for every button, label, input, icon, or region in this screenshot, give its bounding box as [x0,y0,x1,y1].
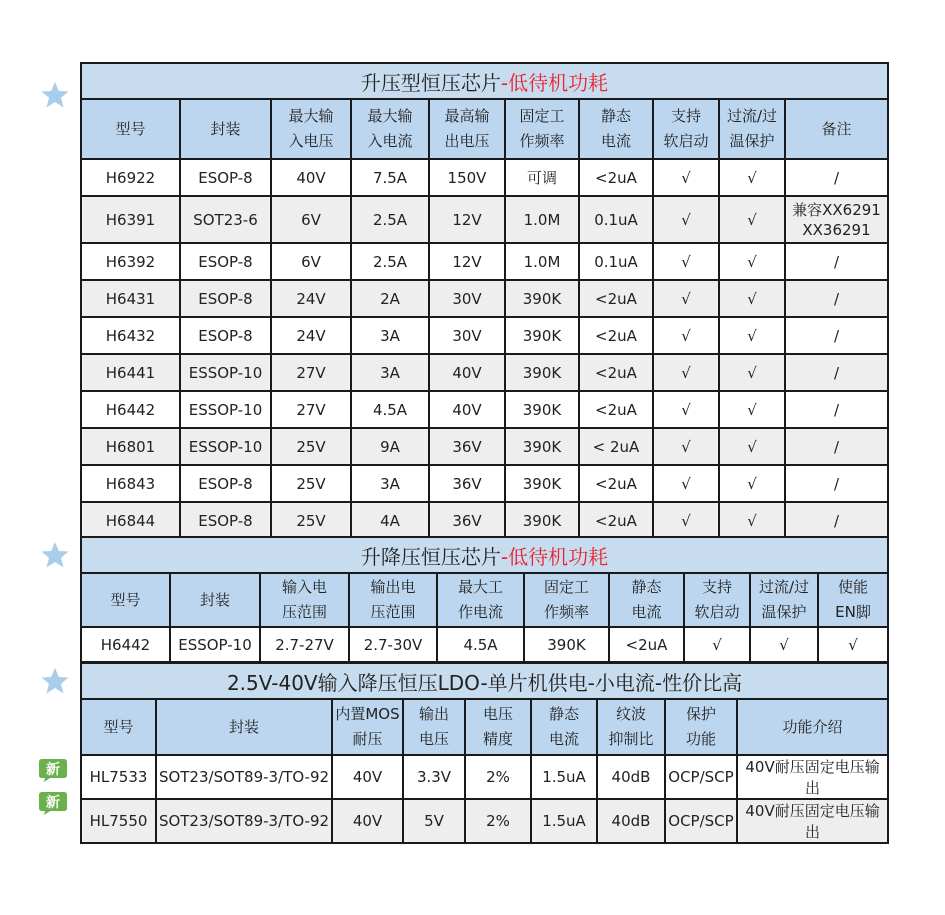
table-cell: 36V [429,428,505,465]
boost-col-header: 固定工 作频率 [505,99,579,159]
table-cell: SOT23/SOT89-3/TO-92 [156,799,332,843]
buckboost-col-header: 最大工 作电流 [437,573,524,627]
boost-col-header: 最高输 出电压 [429,99,505,159]
table-cell: 1.0M [505,243,579,280]
table-cell: 40V [332,799,403,843]
buckboost-table [80,536,889,663]
table-cell: √ [653,243,719,280]
table-row [81,159,888,196]
table-cell: √ [653,196,719,243]
table-cell: √ [719,280,785,317]
table-cell: √ [653,465,719,502]
buckboost-col-header: 过流/过 温保护 [750,573,818,627]
table-cell: <2uA [579,159,653,196]
buckboost-col-header: 型号 [81,573,170,627]
new-badge-label: 新 [46,762,60,778]
table-cell: H6432 [81,317,180,354]
table-cell: / [785,317,888,354]
table-cell: ESSOP-10 [180,391,271,428]
buckboost-title-main: 升降压恒压芯片 [360,544,501,569]
table-cell: √ [653,354,719,391]
ldo-col-header: 电压 精度 [465,699,531,755]
table-cell: H6441 [81,354,180,391]
ldo-col-header: 封装 [156,699,332,755]
table-cell: 5V [403,799,465,843]
table-cell: ESOP-8 [180,465,271,502]
ldo-header-row [81,699,888,755]
table-row [81,391,888,428]
table-cell: / [785,502,888,539]
table-cell: / [785,159,888,196]
table-cell: OCP/SCP [665,755,737,799]
table-cell: ESOP-8 [180,502,271,539]
ldo-col-header: 保护 功能 [665,699,737,755]
table-row [81,627,888,662]
table-cell: H6442 [81,391,180,428]
table-cell: 40V [332,755,403,799]
table-cell: 1.5uA [531,755,597,799]
table-cell: √ [653,502,719,539]
buckboost-col-header: 固定工 作频率 [524,573,609,627]
table-cell: H6392 [81,243,180,280]
new-badge-icon [38,757,68,783]
table-cell: <2uA [579,391,653,428]
table-cell: 3A [351,317,429,354]
table-cell: / [785,280,888,317]
table-cell: HL7533 [81,755,156,799]
new-badge-label: 新 [46,795,60,811]
ldo-table-title [81,663,888,699]
buckboost-section [80,536,887,663]
table-cell: SOT23/SOT89-3/TO-92 [156,755,332,799]
table-cell: 40dB [597,755,665,799]
table-row [81,465,888,502]
table-cell: √ [719,317,785,354]
table-cell: / [785,428,888,465]
table-cell: √ [719,354,785,391]
buckboost-col-header: 使能 EN脚 [818,573,888,627]
boost-section [80,62,887,540]
star-icon [40,540,70,570]
table-cell: √ [684,627,750,662]
table-cell: 390K [505,502,579,539]
table-cell: √ [653,317,719,354]
buckboost-header-row [81,573,888,627]
table-cell: 27V [271,391,351,428]
table-cell: H6801 [81,428,180,465]
boost-col-header: 型号 [81,99,180,159]
table-cell: 390K [505,428,579,465]
ldo-col-header: 内置MOS 耐压 [332,699,403,755]
table-cell: 12V [429,243,505,280]
table-cell: √ [719,391,785,428]
table-cell: 1.5uA [531,799,597,843]
table-cell: 40dB [597,799,665,843]
table-cell: <2uA [579,317,653,354]
buckboost-title-accent: -低待机功耗 [500,544,609,569]
table-cell: 390K [505,317,579,354]
table-row [81,799,888,843]
ldo-col-header: 型号 [81,699,156,755]
table-cell: 1.0M [505,196,579,243]
table-row [81,502,888,539]
table-cell: OCP/SCP [665,799,737,843]
table-cell: 2.7-27V [260,627,349,662]
table-cell: √ [653,391,719,428]
table-cell: 3.3V [403,755,465,799]
table-cell: √ [653,159,719,196]
table-cell: 150V [429,159,505,196]
table-cell: <2uA [579,280,653,317]
table-cell: < 2uA [579,428,653,465]
boost-header-row [81,99,888,159]
table-cell: √ [719,159,785,196]
table-cell: 0.1uA [579,243,653,280]
table-cell: 2A [351,280,429,317]
table-cell: <2uA [579,354,653,391]
table-cell: √ [818,627,888,662]
boost-title-accent: -低待机功耗 [500,70,609,95]
table-cell: √ [719,465,785,502]
ldo-col-header: 输出 电压 [403,699,465,755]
table-cell: 6V [271,196,351,243]
table-cell: H6844 [81,502,180,539]
table-cell: √ [719,502,785,539]
table-cell: 36V [429,465,505,502]
table-cell: ESOP-8 [180,317,271,354]
table-cell: √ [719,243,785,280]
table-cell: 4.5A [437,627,524,662]
table-cell: H6922 [81,159,180,196]
ldo-col-header: 静态 电流 [531,699,597,755]
table-cell: ESOP-8 [180,159,271,196]
table-row [81,196,888,243]
new-badge-icon [38,790,68,816]
table-row [81,755,888,799]
table-cell: H6431 [81,280,180,317]
table-cell: 390K [505,280,579,317]
table-cell: 40V [429,354,505,391]
table-cell: 30V [429,317,505,354]
table-cell: 390K [505,354,579,391]
table-row [81,280,888,317]
table-cell: 兼容XX6291 XX36291 [785,196,888,243]
table-cell: <2uA [609,627,684,662]
table-cell: √ [750,627,818,662]
table-cell: 24V [271,317,351,354]
table-cell: 36V [429,502,505,539]
buckboost-col-header: 输出电 压范围 [349,573,437,627]
table-cell: 390K [505,391,579,428]
table-cell: 390K [524,627,609,662]
table-cell: 27V [271,354,351,391]
table-cell: H6442 [81,627,170,662]
table-cell: 9A [351,428,429,465]
table-cell: 4.5A [351,391,429,428]
boost-col-header: 支持 软启动 [653,99,719,159]
table-cell: / [785,465,888,502]
ldo-col-header: 功能介绍 [737,699,888,755]
boost-col-header: 静态 电流 [579,99,653,159]
star-icon [40,80,70,110]
table-cell: 40V [271,159,351,196]
table-cell: 24V [271,280,351,317]
buckboost-col-header: 静态 电流 [609,573,684,627]
table-cell: 3A [351,354,429,391]
table-cell: HL7550 [81,799,156,843]
boost-table-title [81,63,888,99]
table-cell: ESOP-8 [180,243,271,280]
table-cell: 40V耐压固定电压输出 [737,755,888,799]
table-cell: √ [719,196,785,243]
table-cell: 2% [465,755,531,799]
table-cell: / [785,354,888,391]
table-cell: 30V [429,280,505,317]
table-cell: ESSOP-10 [180,354,271,391]
table-cell: H6843 [81,465,180,502]
table-cell: 390K [505,465,579,502]
table-cell: ESSOP-10 [180,428,271,465]
table-cell: 40V [429,391,505,428]
table-cell: 0.1uA [579,196,653,243]
buckboost-col-header: 输入电 压范围 [260,573,349,627]
table-cell: √ [653,428,719,465]
table-cell: SOT23-6 [180,196,271,243]
table-row [81,354,888,391]
boost-col-header: 最大输 入电流 [351,99,429,159]
table-cell: <2uA [579,465,653,502]
ldo-col-header: 纹波 抑制比 [597,699,665,755]
table-cell: 2% [465,799,531,843]
buckboost-table-title [81,537,888,573]
table-cell: 25V [271,502,351,539]
table-cell: 25V [271,465,351,502]
boost-col-header: 封装 [180,99,271,159]
table-cell: 4A [351,502,429,539]
table-cell: ESSOP-10 [170,627,260,662]
table-row [81,317,888,354]
boost-title-main: 升压型恒压芯片 [360,70,501,95]
table-cell: / [785,243,888,280]
boost-table [80,62,889,540]
table-cell: 2.5A [351,196,429,243]
table-cell: 40V耐压固定电压输出 [737,799,888,843]
table-cell: 可调 [505,159,579,196]
boost-col-header: 最大输 入电压 [271,99,351,159]
ldo-section [80,662,887,844]
star-icon [40,666,70,696]
table-cell: 2.5A [351,243,429,280]
table-cell: 2.7-30V [349,627,437,662]
table-cell: ESOP-8 [180,280,271,317]
table-cell: √ [719,428,785,465]
ldo-title: 2.5V-40V输入降压恒压LDO-单片机供电-小电流-性价比高 [226,670,743,695]
table-cell: 25V [271,428,351,465]
table-cell: 6V [271,243,351,280]
table-cell: 3A [351,465,429,502]
boost-col-header: 过流/过 温保护 [719,99,785,159]
table-row [81,428,888,465]
table-cell: 12V [429,196,505,243]
table-cell: <2uA [579,502,653,539]
table-cell: √ [653,280,719,317]
table-cell: H6391 [81,196,180,243]
table-cell: / [785,391,888,428]
boost-col-header: 备注 [785,99,888,159]
buckboost-col-header: 封装 [170,573,260,627]
ldo-table [80,662,889,844]
buckboost-col-header: 支持 软启动 [684,573,750,627]
table-cell: 7.5A [351,159,429,196]
table-row [81,243,888,280]
